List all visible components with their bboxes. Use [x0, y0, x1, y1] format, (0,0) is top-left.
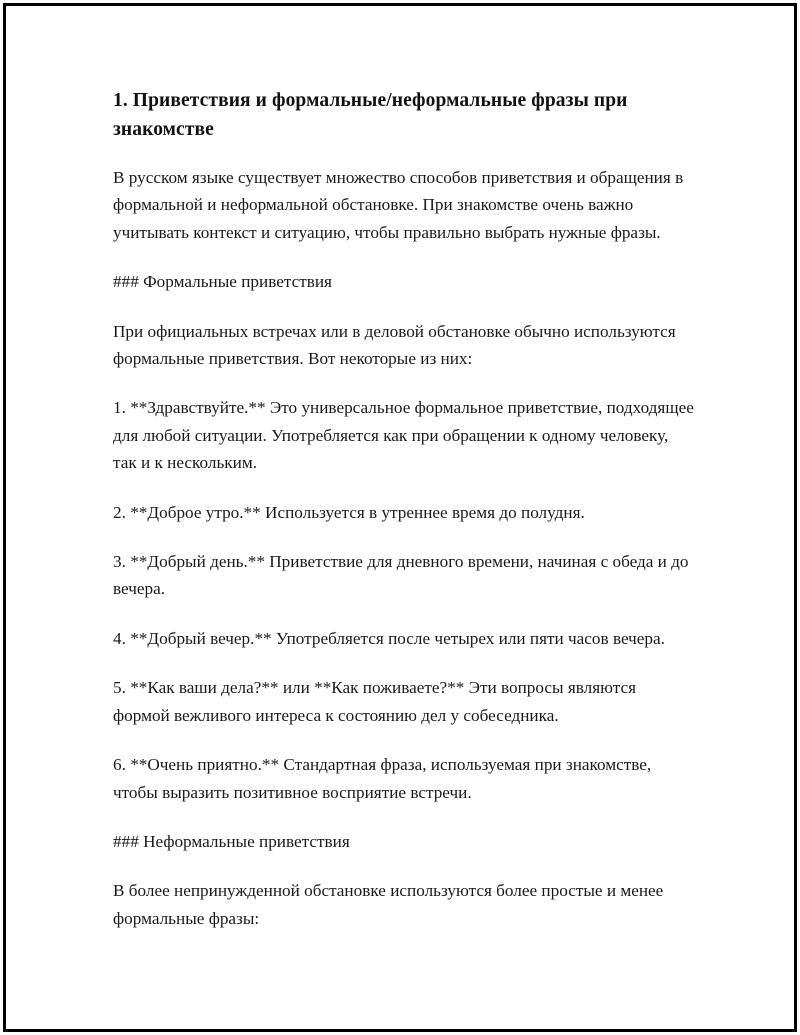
list-item: 4. **Добрый вечер.** Употребляется после четырех или пяти часов вечера.: [113, 628, 665, 648]
list-item: 5. **Как ваши дела?** или **Как поживаете?** Эти вопросы являются формой вежливого интереса к состоянию дел у собеседника.: [113, 678, 637, 725]
list-item: 1. **Здравствуйте.** Это универсальное формальное приветствие, подходящее для любой ситуации. Употребляется как при обращении к одному человеку, так и к нескольким.: [113, 398, 694, 473]
section-heading-informal-greetings: ### Неформальные приветствия: [113, 831, 350, 851]
page-border-frame: [3, 3, 797, 1032]
section-heading-formal-greetings: ### Формальные приветствия: [113, 272, 332, 292]
paragraph-informal-intro: В более непринужденной обстановке используются более простые и менее формальные фразы:: [113, 881, 664, 928]
page-title: 1. Приветствия и формальные/неформальные фразы при знакомстве: [113, 90, 628, 140]
paragraph-intro: В русском языке существует множество способов приветствия и обращения в формальной и неформальной обстановке. При знакомстве очень важно учитывать контекст и ситуацию, чтобы правильно выбрать нужные фразы.: [113, 168, 684, 242]
document-content: [113, 86, 695, 932]
paragraph-formal-intro: При официальных встречах или в деловой обстановке обычно используются формальные приветствия. Вот некоторые из них:: [113, 321, 676, 369]
list-item: 6. **Очень приятно.** Стандартная фраза, используемая при знакомстве, чтобы выразить позитивное восприятие встречи.: [113, 755, 652, 802]
list-item: 2. **Доброе утро.** Используется в утреннее время до полудня.: [113, 502, 585, 522]
list-item: 3. **Добрый день.** Приветствие для дневного времени, начиная с обеда и до вечера.: [113, 552, 689, 599]
